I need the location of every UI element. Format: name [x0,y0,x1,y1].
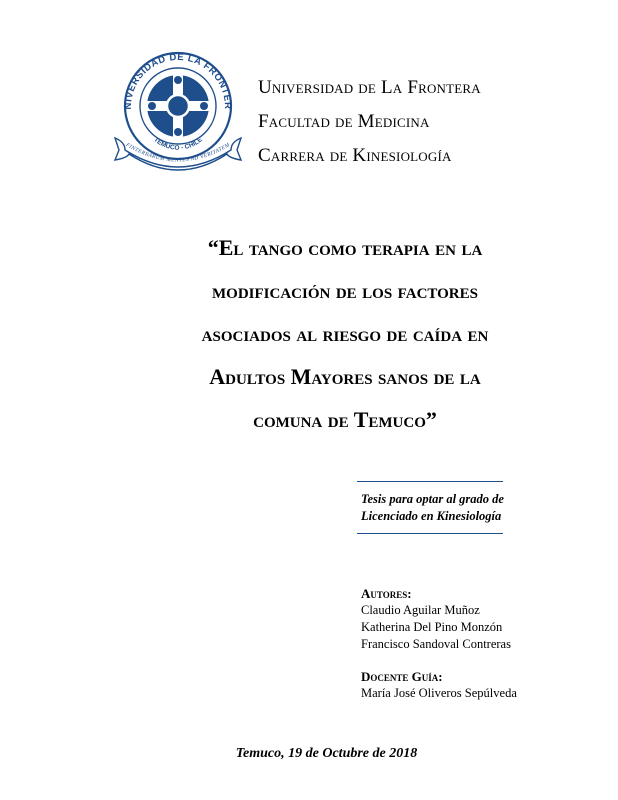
seal-ring-text-top: NIVERSIDAD DE LA FRONTER [122,51,234,110]
university-seal [111,50,245,180]
seal-ribbon-text: FINTERRARUM MENTES AD VERITATEM [124,142,232,164]
advisor-label: Docente Guía: [361,669,443,684]
university-name: Universidad de La Frontera [258,77,481,98]
faculty-name: Facultad de Medicina [258,111,430,132]
seal-ring-text-bottom: TEMUCO - CHILE [152,136,204,152]
author-name: Francisco Sandoval Contreras [361,637,511,651]
thesis-title-line: modificación de los factores [212,278,478,303]
divider-top [357,481,503,482]
authors-label: Autores: [361,586,412,601]
institution-header [258,71,481,173]
thesis-title-line: “El tango como terapia en la [207,235,483,260]
submission-date: Temuco, 19 de Octubre de 2018 [235,746,418,761]
degree-purpose-line: Licenciado en Kinesiología [361,509,502,523]
thesis-title-line: comuna de Temuco” [253,407,437,432]
degree-purpose-line: Tesis para optar al grado de [361,492,504,506]
author-name: Katherina Del Pino Monzón [361,620,503,634]
authors-block [361,585,511,653]
thesis-title-line: Adultos Mayores sanos de la [209,364,481,389]
advisor-block [361,668,517,702]
degree-purpose [361,491,504,525]
divider-bottom [357,533,503,534]
author-name: Claudio Aguilar Muñoz [361,603,480,617]
thesis-title [120,226,570,441]
thesis-title-line: asociados al riesgo de caída en [201,321,489,346]
university-seal-graphic [111,50,245,180]
program-name: Carrera de Kinesiología [258,145,452,166]
advisor-name: María José Oliveros Sepúlveda [361,686,517,700]
